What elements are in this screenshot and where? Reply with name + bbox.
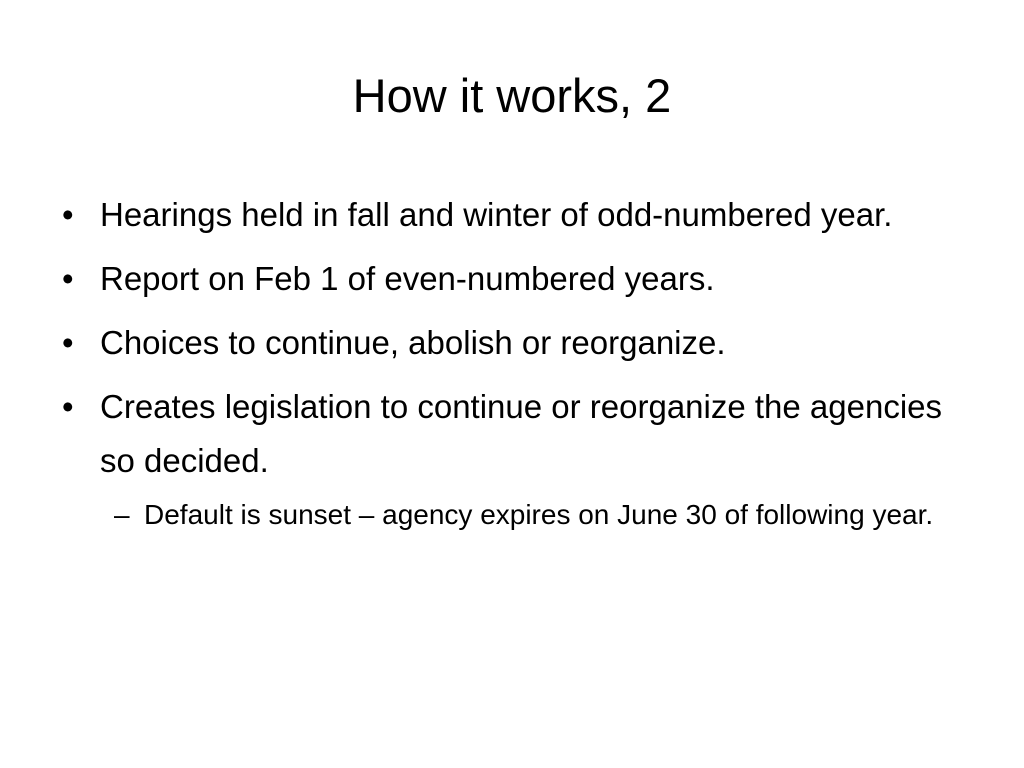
- bullet-dot-icon: •: [62, 388, 74, 425]
- slide-title: How it works, 2: [352, 69, 672, 122]
- bullet-item: [56, 316, 956, 370]
- bullet-item: [56, 380, 956, 540]
- bullet-text: Creates legislation to continue or reorganize the agencies so decided.: [100, 388, 943, 479]
- sub-bullet-item: [100, 490, 956, 540]
- sub-bullet-list: [100, 490, 956, 540]
- bullet-dot-icon: •: [62, 260, 74, 297]
- bullet-list: [56, 188, 956, 550]
- dash-icon: –: [114, 499, 130, 530]
- sub-bullet-text: Default is sunset – agency expires on June 30 of following year.: [144, 499, 934, 530]
- bullet-item: [56, 188, 956, 242]
- bullet-dot-icon: •: [62, 324, 74, 361]
- bullet-text: Hearings held in fall and winter of odd-numbered year.: [100, 196, 893, 233]
- bullet-text: Report on Feb 1 of even-numbered years.: [100, 260, 715, 297]
- bullet-item: [56, 252, 956, 306]
- bullet-text: Choices to continue, abolish or reorganize.: [100, 324, 726, 361]
- bullet-dot-icon: •: [62, 196, 74, 233]
